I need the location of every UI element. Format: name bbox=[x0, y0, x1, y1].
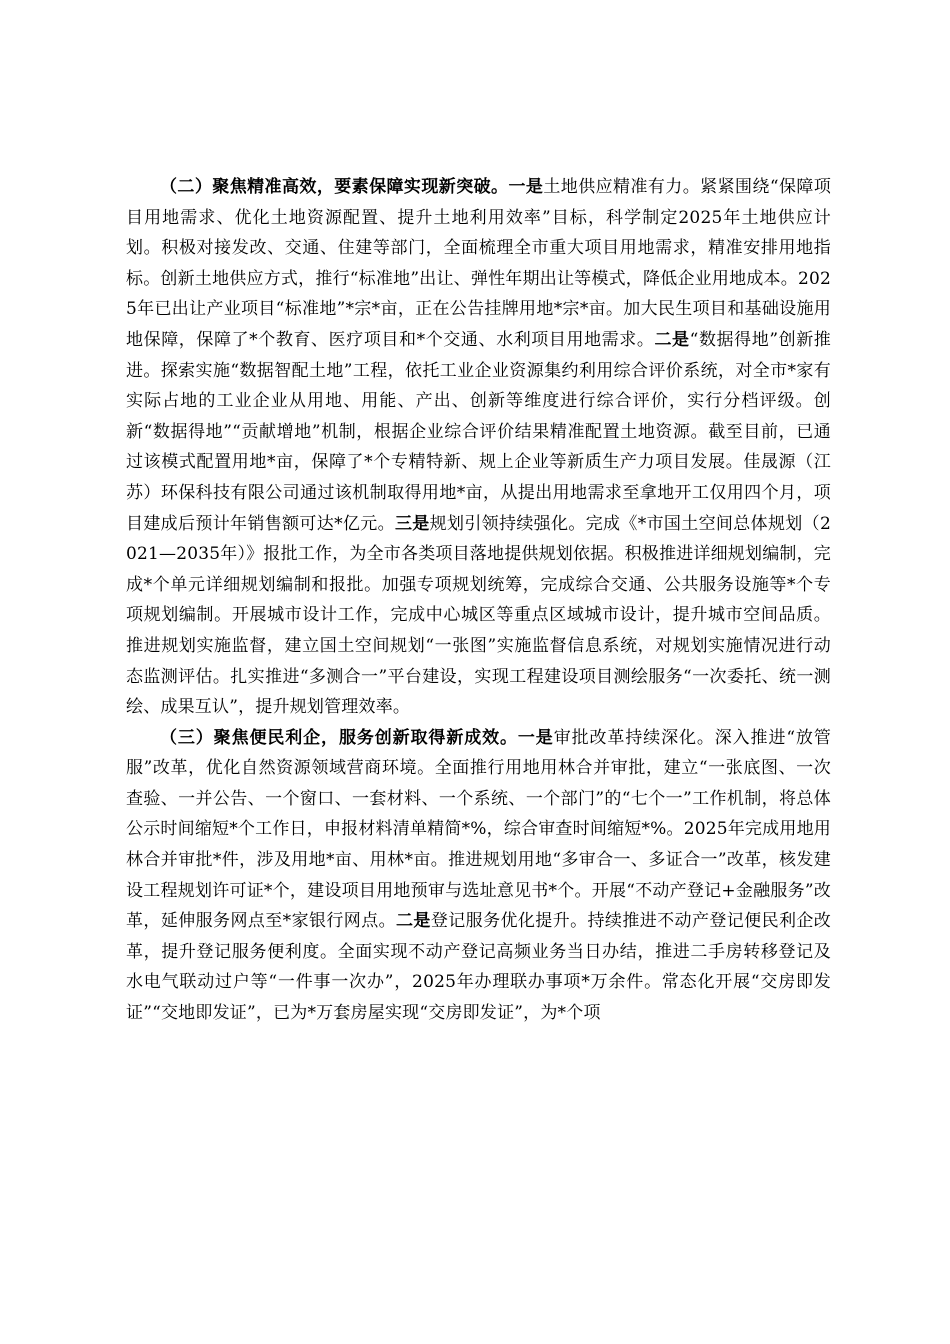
point-text: 审批改革持续深化。深入推进“放管服”改革，优化自然资源领域营商环境。全面推行用地用林合并审批，建立“一张底图、一次查验、一并公告、一个窗口、一套材料、一个系统、一个部门”的“七个一”工作机制，将总体公示时间缩短*个工作日，申报材料清单精简*%，综合审查时间缩短*%。2025年完成用地用林合并审批*件，涉及用地*亩、用林*亩。推进规划用地“多审合一、多证合一”改革，核发建设工程规划许可证*个，建设项目用地预审与选址意见书*个。开展“不动产登记+金融服务”改革，延伸服务网点至*家银行网点。 bbox=[126, 727, 832, 932]
point-text: 规划引领持续强化。完成《*市国土空间总体规划（2021—2035年）》报批工作，为全市各类项目落地提供规划依据。积极推进详细规划编制，完成*个单元详细规划编制和报批。加强专项规划统筹，完成综合交通、公共服务设施等*个专项规划编制。开展城市设计工作，完成中心城区等重点区域城市设计，提升城市空间品质。推进规划实施监督，建立国土空间规划“一张图”实施监督信息系统，对规划实施情况进行动态监测评估。扎实推进“多测合一”平台建设，实现工程建设项目测绘服务“一次委托、统一测绘、成果互认”，提升规划管理效率。 bbox=[126, 513, 832, 718]
point-lead: 一是 bbox=[517, 727, 554, 748]
point-text: 登记服务优化提升。持续推进不动产登记便民利企改革，提升登记服务便利度。全面实现不动产登记高频业务当日办结，推进二手房转移登记及水电气联动过户等“一件事一次办”，2025年办理联办事项*万余件。常态化开展“交房即发证”“交地即发证”，已为*万套房屋实现“交房即发证”，为*个项 bbox=[126, 911, 831, 1024]
point-lead: 二是 bbox=[396, 911, 431, 932]
section-heading: （三）聚焦便民利企，服务创新取得新成效。 bbox=[160, 727, 518, 748]
document-page bbox=[126, 172, 831, 1029]
point-lead: 三是 bbox=[394, 513, 430, 534]
point-text: 土地供应精准有力。紧紧围绕“保障项目用地需求、优化土地资源配置、提升土地利用效率”目标，科学制定2025年土地供应计划。积极对接发改、交通、住建等部门，全面梳理全市重大项目用地需求，精准安排用地指标。创新土地供应方式，推行“标准地”出让、弹性年期出让等模式，降低企业用地成本。2025年已出让产业项目“标准地”*宗*亩，正在公告挂牌用地*宗*亩。加大民生项目和基础设施用地保障，保障了*个教育、医疗项目和*个交通、水利项目用地需求。 bbox=[126, 177, 832, 350]
point-lead: 二是 bbox=[654, 329, 690, 350]
paragraph-land-guarantee bbox=[126, 172, 831, 723]
section-heading: （二）聚焦精准高效，要素保障实现新突破。 bbox=[160, 177, 509, 197]
point-text: “数据得地”创新推进。探索实施“数据智配土地”工程，依托工业企业资源集约利用综合评价系统，对全市*家有实际占地的工业企业从用地、用能、产出、创新等维度进行综合评价，实行分档评级。创新“数据得地”“贡献增地”机制，根据企业综合评价结果精准配置土地资源。截至目前，已通过该模式配置用地*亩，保障了*个专精特新、规上企业等新质生产力项目发展。佳晟源（江苏）环保科技有限公司通过该机制取得用地*亩，从提出用地需求至拿地开工仅用四个月，项目建成后预计年销售额可达*亿元。 bbox=[126, 329, 831, 534]
paragraph-service-innovation bbox=[126, 723, 831, 1029]
point-lead: 一是 bbox=[508, 177, 544, 197]
